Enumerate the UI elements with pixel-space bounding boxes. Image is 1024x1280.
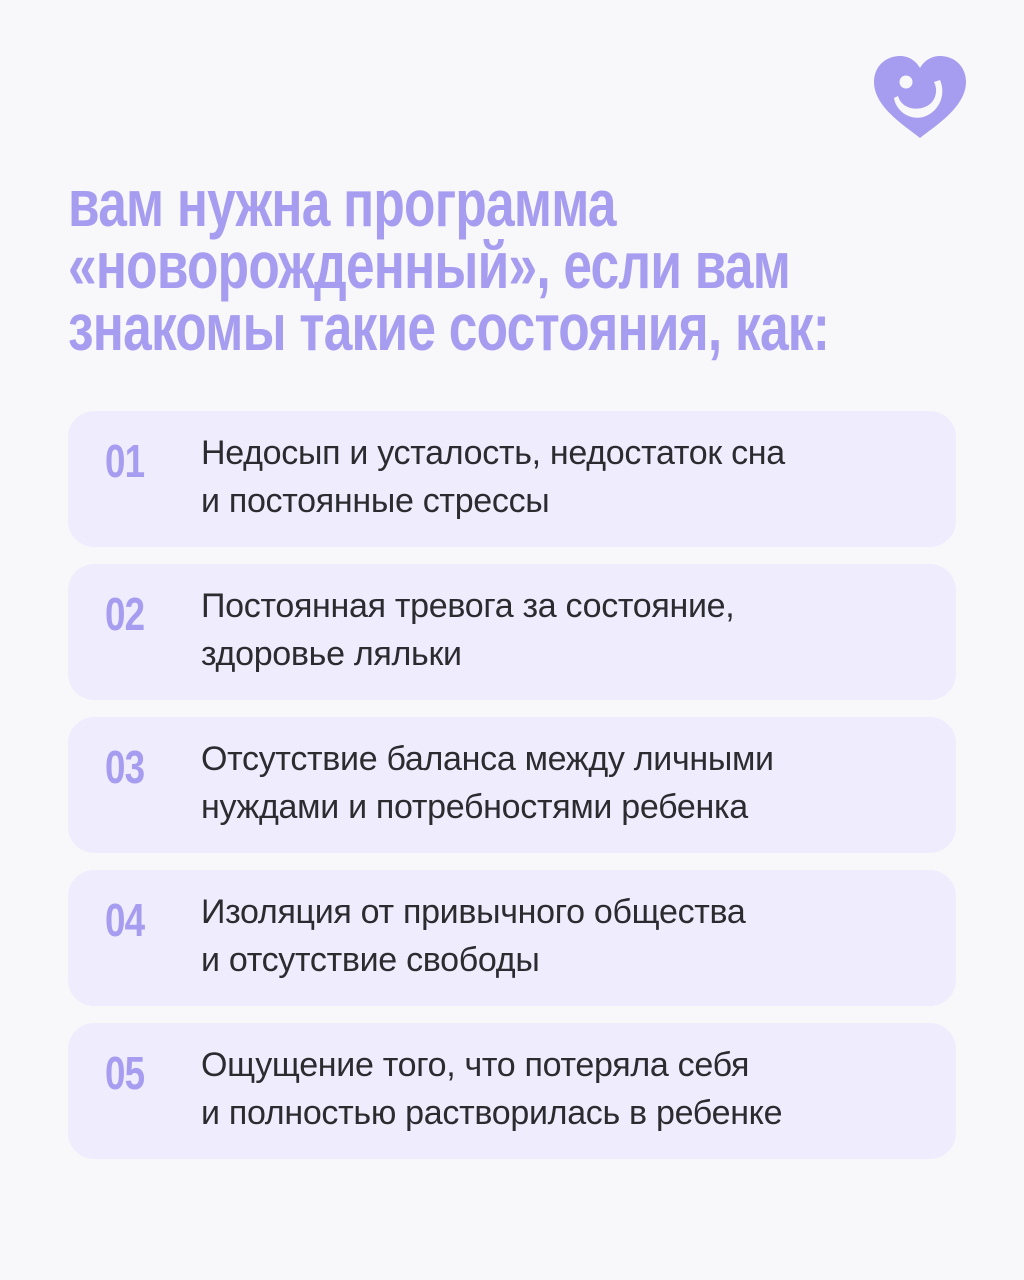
item-text [201,582,921,678]
list-item [68,411,956,547]
item-text-line: Изоляция от привычного общества [201,893,746,931]
headline-line: «новорожденный», если вам [68,228,791,302]
item-number: 05 [105,1047,145,1099]
item-text [201,429,921,525]
item-number: 03 [105,741,145,793]
list-item [68,1023,956,1159]
list-item [68,870,956,1006]
list-item [68,564,956,700]
item-number: 01 [105,435,145,487]
headline-line: вам нужна программа [68,166,616,240]
headline [68,166,948,364]
item-text-line: Ощущение того, что потеряла себя [201,1046,750,1084]
item-number: 04 [105,894,145,946]
item-text-line: и отсутствие свободы [201,941,540,979]
item-text-line: Недосып и усталость, недостаток сна [201,434,785,472]
item-text-line: здоровье ляльки [201,635,462,673]
item-text-line: Постоянная тревога за состояние, [201,587,735,625]
item-text-line: и полностью растворилась в ребенке [201,1094,783,1132]
item-text-line: Отсутствие баланса между личными [201,740,774,778]
item-text-line: и постоянные стрессы [201,482,550,520]
item-text [201,888,921,984]
list-item [68,717,956,853]
item-text [201,1041,921,1137]
item-text-line: нуждами и потребностями ребенка [201,788,748,826]
item-number: 02 [105,588,145,640]
item-text [201,735,921,831]
headline-line: знакомы такие состояния, как: [68,290,830,364]
symptom-list [68,411,956,1176]
heart-person-logo-icon [868,52,972,142]
